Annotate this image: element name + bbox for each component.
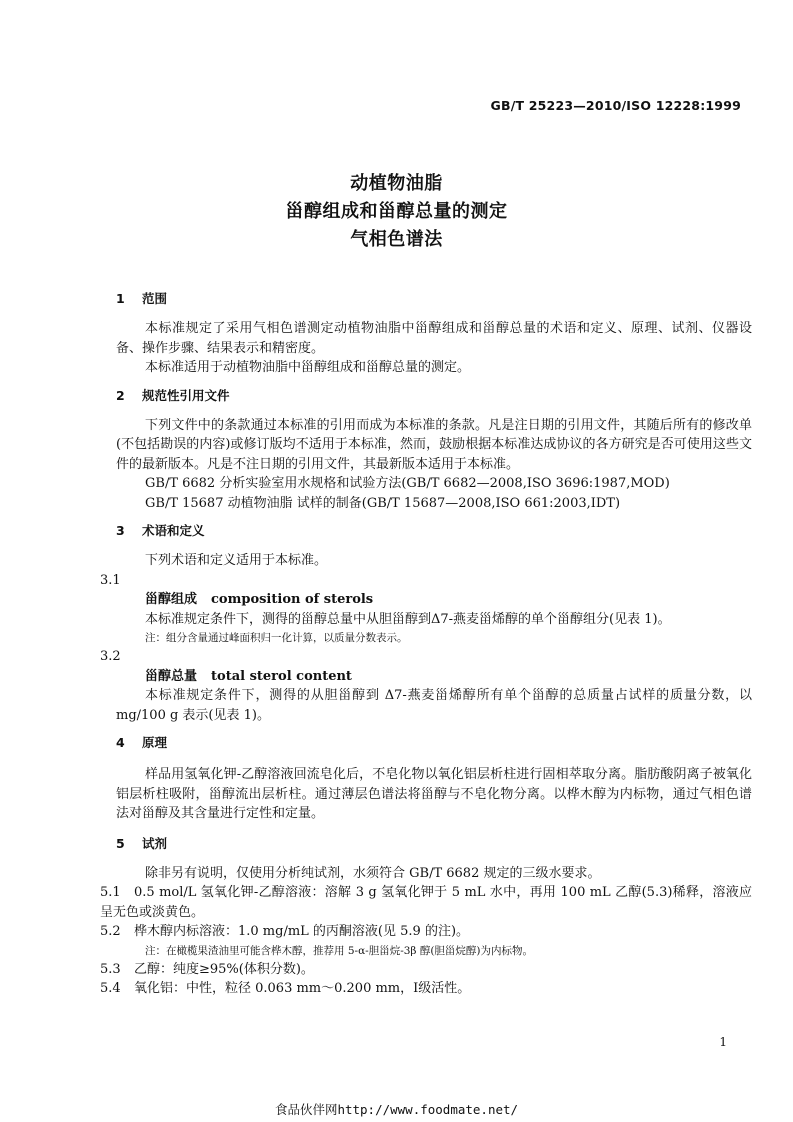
title-line-1: 动植物油脂 [350,173,443,194]
standard-code: GB/T 25223—2010/ISO 12228:1999 [490,98,741,113]
reference-item: GB/T 6682 分析实验室用水规格和试验方法(GB/T 6682—2008,ISO 3696:1987,MOD) [145,476,670,491]
section-number: 2 [116,387,125,403]
section-title: 规范性引用文件 [142,387,230,403]
term-definition: 本标准规定条件下，测得的从胆甾醇到 Δ7-燕麦甾烯醇所有单个甾醇的总质量占试样的质量分数，以 mg/100 g 表示(见表 1)。 [116,688,752,723]
item-text: 桦木醇内标溶液：1.0 mg/mL 的丙酮溶液(见 5.9 的注)。 [134,924,470,939]
watermark: 食品伙伴网http://www.foodmate.net/ [274,1102,519,1117]
reagent-item [100,883,752,922]
document-title [0,170,793,254]
paragraph: 样品用氢氧化钾-乙醇溶液回流皂化后，不皂化物以氧化铝层析柱进行固相萃取分离。脂肪酸阴离子被氧化铝层析柱吸附，甾醇流出层析柱。通过薄层色谱法将甾醇与不皂化物分离。以桦木醇为内标物，通过气相色谱法对甾醇及其含量进行定性和定量。 [116,767,752,821]
reagent-item [100,922,752,942]
item-number: 5.2 [100,924,121,939]
section-number: 3 [116,523,125,538]
section-title: 原理 [142,735,168,750]
section-heading-scope [116,289,752,309]
title-line-2: 甾醇组成和甾醇总量的测定 [285,201,508,222]
item-text: 氧化铝：中性，粒径 0.063 mm～0.200 mm，Ⅰ级活性。 [134,981,471,996]
subsection-number: 3.2 [100,649,121,664]
paragraph: 除非另有说明，仅使用分析纯试剂，水须符合 GB/T 6682 规定的三级水要求。 [145,865,601,881]
section-heading-principle [116,733,752,753]
title-line-3: 气相色谱法 [350,229,443,250]
reagent-item [100,979,752,999]
note: 注：在橄榄果渣油里可能含桦木醇，推荐用 5-α-胆甾烷-3β 醇(胆甾烷醇)为内标物。 [145,944,534,957]
item-number: 5.1 [100,885,121,900]
section-heading-terms [116,521,752,541]
subsection-number: 3.1 [100,572,121,588]
term-english: total sterol content [211,668,352,684]
section-title: 术语和定义 [142,523,205,538]
section-number: 1 [116,291,125,306]
item-number: 5.3 [100,961,121,977]
term-definition: 本标准规定条件下，测得的甾醇总量中从胆甾醇到Δ7-燕麦甾烯醇的单个甾醇组分(见表 1)。 [145,611,671,627]
document-body [100,289,752,999]
term-chinese: 甾醇总量 [145,668,198,684]
term-english: composition of sterols [211,592,374,607]
term-entry [116,667,752,687]
term-entry [116,590,752,610]
paragraph: 下列文件中的条款通过本标准的引用而成为本标准的条款。凡是注日期的引用文件，其随后所有的修改单(不包括勘误的内容)或修订版均不适用于本标准，然而，鼓励根据本标准达成协议的各方研究是否可使用这些文件的最新版本。凡是不注日期的引用文件，其最新版本适用于本标准。 [116,417,752,472]
note: 注：组分含量通过峰面积归一化计算，以质量分数表示。 [145,632,408,644]
term-chinese: 甾醇组成 [145,592,198,607]
section-title: 范围 [142,291,168,306]
item-text: 0.5 mol/L 氢氧化钾-乙醇溶液：溶解 3 g 氢氧化钾于 5 mL 水中，再用 100 mL 乙醇(5.3)稀释，溶液应呈无色或淡黄色。 [100,885,752,920]
paragraph: 本标准适用于动植物油脂中甾醇组成和甾醇总量的测定。 [145,360,471,375]
section-title: 试剂 [142,835,168,851]
section-heading-reagents [116,834,752,854]
item-text: 乙醇：纯度≥95%(体积分数)。 [134,961,314,977]
page-number: 1 [719,1035,727,1049]
section-heading-normative-references [116,386,752,406]
reagent-item [100,960,752,980]
item-number: 5.4 [100,981,121,996]
section-number: 5 [116,835,125,851]
paragraph: 本标准规定了采用气相色谱测定动植物油脂中甾醇组成和甾醇总量的术语和定义、原理、试剂、仪器设备、操作步骤、结果表示和精密度。 [116,321,752,356]
reference-item: GB/T 15687 动植物油脂 试样的制备(GB/T 15687—2008,ISO 661:2003,IDT) [145,495,621,511]
section-number: 4 [116,735,125,750]
paragraph: 下列术语和定义适用于本标准。 [145,553,328,568]
